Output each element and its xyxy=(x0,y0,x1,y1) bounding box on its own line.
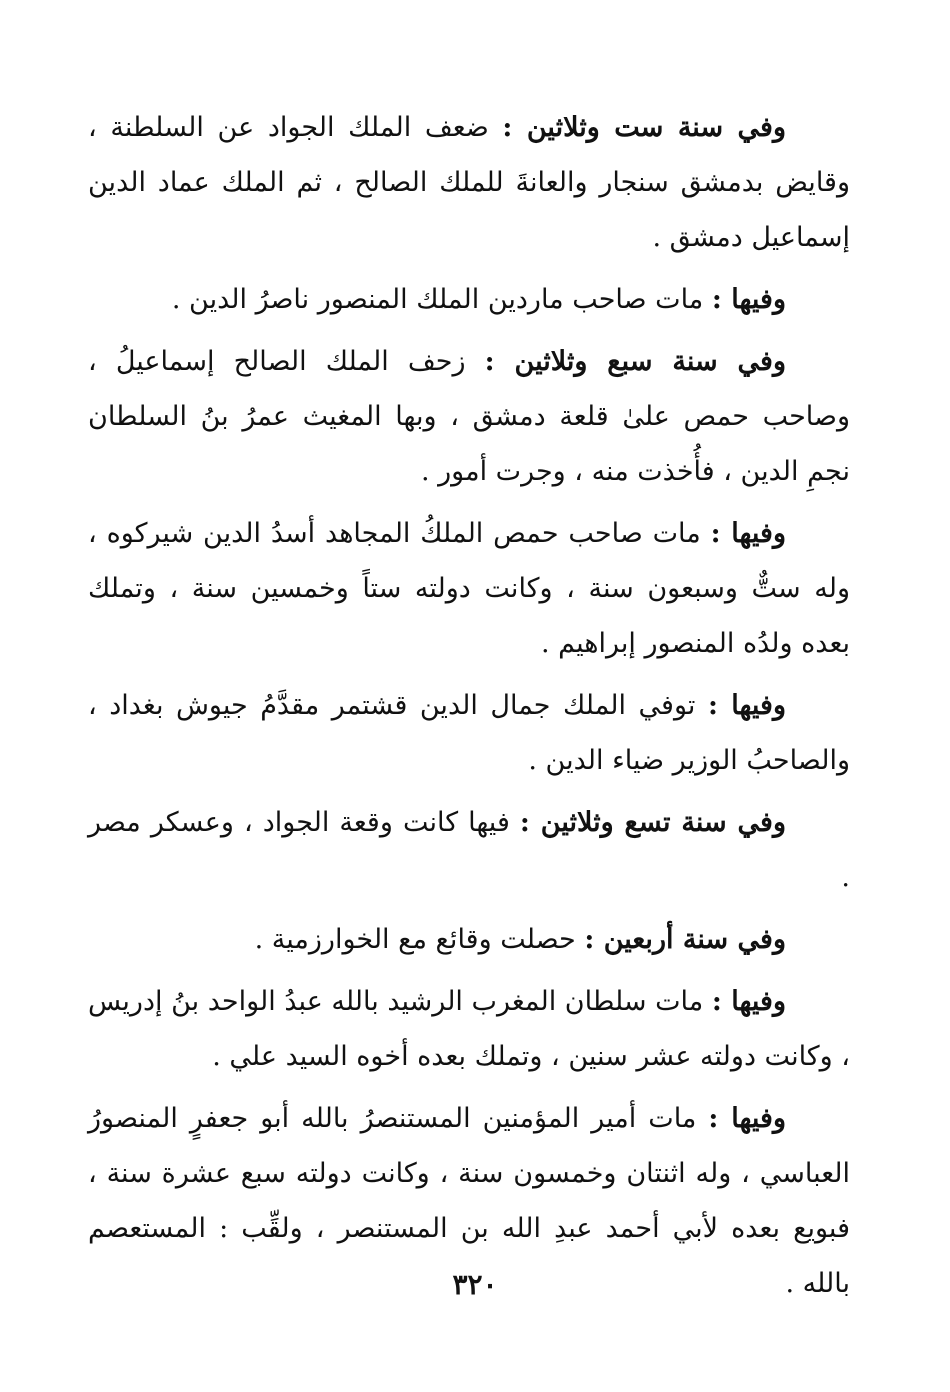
paragraph-lead: وفيها : xyxy=(710,518,786,549)
paragraph-lead: وفي سنة ست وثلاثين : xyxy=(502,112,786,143)
paragraph-lead: وفي سنة سبع وثلاثين : xyxy=(484,346,786,377)
paragraph-lead: وفي سنة أربعين : xyxy=(584,924,786,955)
paragraph-year-640 xyxy=(88,912,850,967)
page-number: ٣٢٠ xyxy=(452,1268,498,1301)
paragraph-640-maghrib xyxy=(88,974,850,1084)
paragraph-text: مات سلطان المغرب الرشيد بالله عبدُ الواحد بنُ إدريس ، وكانت دولته عشر سنين ، وتملك بعده أخوه السيد علي . xyxy=(88,986,850,1072)
paragraph-text: زحف الملك الصالح إسماعيلُ ، وصاحب حمص علىٰ قلعة دمشق ، وبها المغيث عمرُ بنُ السلطان نجمِ الدين ، فأُخذت منه ، وجرت أمور . xyxy=(88,346,850,487)
paragraph-year-637 xyxy=(88,334,850,499)
paragraph-lead: وفي سنة تسع وثلاثين : xyxy=(519,807,786,838)
paragraph-year-636 xyxy=(88,100,850,265)
paragraph-lead: وفيها : xyxy=(711,284,786,315)
paragraph-text: مات صاحب حمص الملكُ المجاهد أسدُ الدين شيركوه ، وله ستٌّ وسبعون سنة ، وكانت دولته ستاً وخمسين سنة ، وتملك بعده ولدُه المنصور إبراهيم . xyxy=(88,518,850,659)
paragraph-text: حصلت وقائع مع الخوارزمية . xyxy=(254,924,585,955)
paragraph-lead: وفيها : xyxy=(707,690,786,721)
paragraph-lead: وفيها : xyxy=(711,986,786,1017)
paragraph-text: مات صاحب ماردين الملك المنصور ناصرُ الدين . xyxy=(171,284,712,315)
paragraph-text: ضعف الملك الجواد عن السلطنة ، وقايض بدمشق سنجار والعانةَ للملك الصالح ، ثم الملك عماد الدين إسماعيل دمشق . xyxy=(88,112,850,253)
page-body xyxy=(88,100,850,1318)
paragraph-text: توفي الملك جمال الدين قشتمر مقدَّمُ جيوش بغداد ، والصاحبُ الوزير ضياء الدين . xyxy=(88,690,850,776)
paragraph-text: مات أمير المؤمنين المستنصرُ بالله أبو جعفرٍ المنصورُ العباسي ، وله اثنتان وخمسون سنة ، وكانت دولته سبع عشرة سنة ، فبويع بعده لأبي أحمد عبدِ الله بن المستنصر ، ولقِّب : المستعصم بالله . xyxy=(88,1103,850,1299)
paragraph-636-mardin xyxy=(88,272,850,327)
paragraph-637-baghdad xyxy=(88,678,850,788)
paragraph-text: فيها كانت وقعة الجواد ، وعسكر مصر . xyxy=(88,807,850,893)
paragraph-lead: وفيها : xyxy=(708,1103,786,1134)
paragraph-637-homs xyxy=(88,506,850,671)
paragraph-year-639 xyxy=(88,795,850,905)
